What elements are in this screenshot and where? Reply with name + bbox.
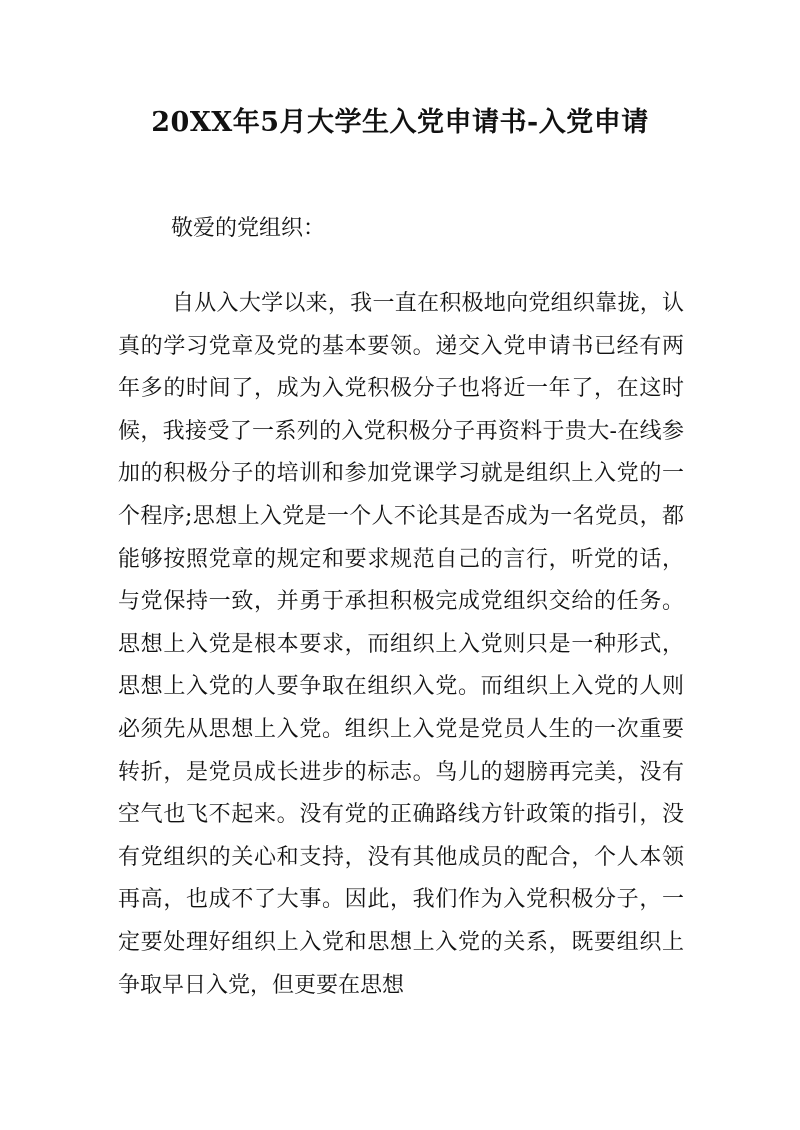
body-paragraph: 自从入大学以来，我一直在积极地向党组织靠拢，认真的学习党章及党的基本要领。递交入党申请书已经有两年多的时间了，成为入党积极分子也将近一年了，在这时候，我接受了一系列的入党积极分子再资料于贵大-在线参加的积极分子的培训和参加党课学习就是组织上入党的一个程序;思想上入党是一个人不论其是否成为一名党员，都能够按照党章的规定和要求规范自己的言行，听党的话，与党保持一致，并勇于承担积极完成党组织交给的任务。思想上入党是根本要求，而组织上入党则只是一种形式，思想上入党的人要争取在组织入党。而组织上入党的人则必须先从思想上入党。组织上入党是党员人生的一次重要转折，是党员成长进步的标志。鸟儿的翅膀再完美，没有空气也飞不起来。没有党的正确路线方针政策的指引，没有党组织的关心和支持，没有其他成员的配合，个人本领再高，也成不了大事。因此，我们作为入党积极分子，一定要处理好组织上入党和思想上入党的关系，既要组织上争取早日入党，但更要在思想	[118, 291, 684, 998]
document-title: 20XX年5月大学生入党申请书-入党申请	[151, 107, 649, 138]
salutation: 敬爱的党组织：	[171, 216, 326, 241]
